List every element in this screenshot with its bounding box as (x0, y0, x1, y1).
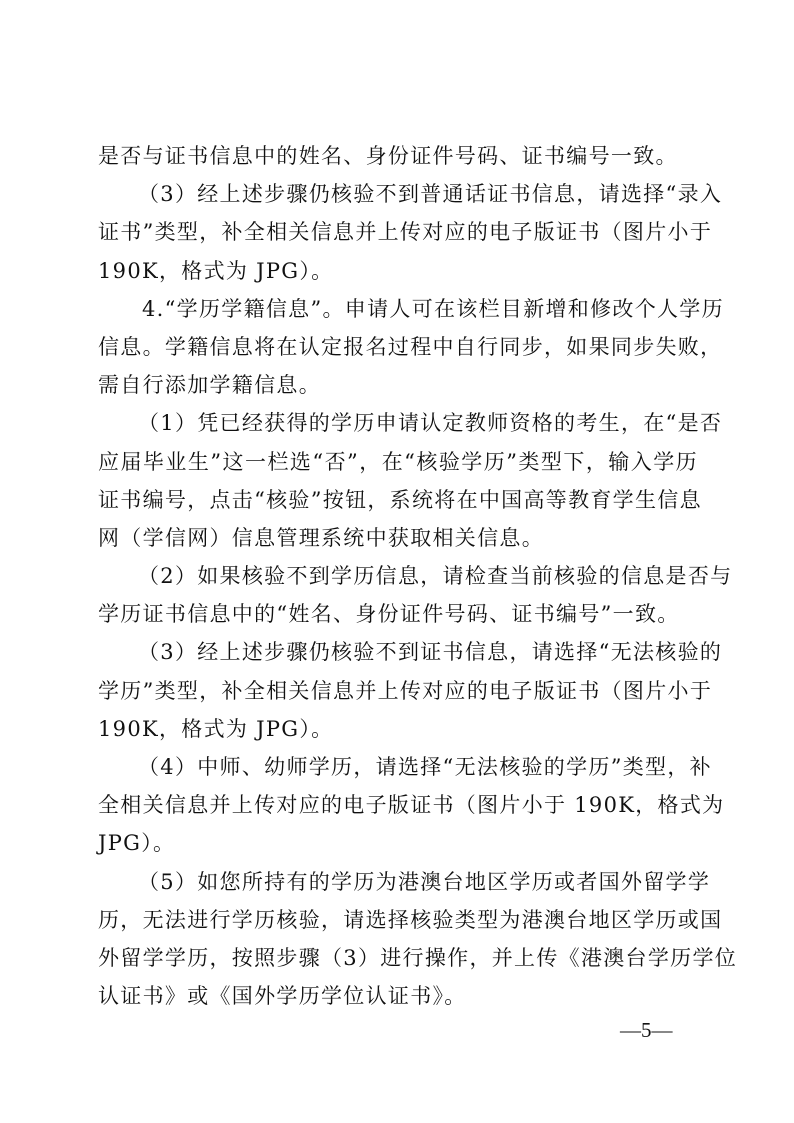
paragraph-line: 学历”类型，补全相关信息并上传对应的电子版证书（图片小于 (98, 678, 713, 703)
paragraph-line: 网（学信网）信息管理系统中获取相关信息。 (98, 525, 544, 550)
paragraph-line: （2）如果核验不到学历信息，请检查当前核验的信息是否与 (138, 564, 733, 589)
paragraph-line: JPG）。 (98, 831, 176, 856)
paragraph-line: 认证书》或《国外学历学位认证书》。 (98, 984, 467, 1009)
paragraph-line: 应届毕业生”这一栏选“否”，在“核验学历”类型下，输入学历 (98, 449, 698, 474)
paragraph-line: 4.“学历学籍信息”。申请人可在该栏目新增和修改个人学历 (142, 296, 724, 321)
paragraph-line: （3）经上述步骤仍核验不到普通话证书信息，请选择“录入 (138, 182, 723, 207)
page-number: —5— (620, 1018, 673, 1042)
paragraph-line: 是否与证书信息中的姓名、身份证件号码、证书编号一致。 (98, 144, 678, 168)
paragraph-line: 190K，格式为 JPG）。 (98, 716, 334, 741)
paragraph-line: 190K，格式为 JPG）。 (98, 258, 334, 283)
paragraph-line: 信息。学籍信息将在认定报名过程中自行同步，如果同步失败， (98, 334, 723, 359)
paragraph-line: 需自行添加学籍信息。 (98, 373, 321, 398)
paragraph-line: 历，无法进行学历核验，请选择核验类型为港澳台地区学历或国 (98, 907, 723, 932)
paragraph-line: （4）中师、幼师学历，请选择“无法核验的学历”类型，补 (138, 755, 712, 779)
paragraph-line: 外留学学历，按照步骤（3）进行操作，并上传《港澳台学历学位 (98, 945, 738, 970)
paragraph-line: （3）经上述步骤仍核验不到证书信息，请选择“无法核验的 (138, 640, 723, 665)
paragraph-line: （5）如您所持有的学历为港澳台地区学历或者国外留学学 (138, 869, 711, 894)
document-body (98, 137, 738, 1015)
paragraph-line: 全相关信息并上传对应的电子版证书（图片小于 190K，格式为 (98, 793, 725, 818)
paragraph-line: 学历证书信息中的“姓名、身份证件号码、证书编号”一致。 (98, 602, 680, 627)
paragraph-line: 证书”类型，补全相关信息并上传对应的电子版证书（图片小于 (98, 220, 713, 245)
paragraph-line: 证书编号，点击“核验”按钮，系统将在中国高等教育学生信息 (98, 487, 702, 512)
paragraph-line: （1）凭已经获得的学历申请认定教师资格的考生，在“是否 (138, 411, 723, 436)
